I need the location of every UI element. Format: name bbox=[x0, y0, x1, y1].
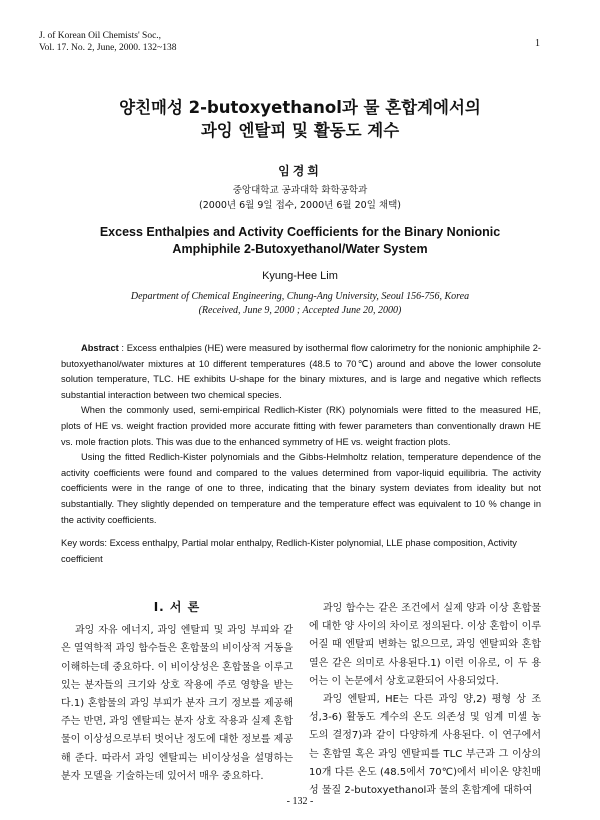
english-title-line-1: Excess Enthalpies and Activity Coefficients for the Binary Nonionic bbox=[99, 225, 501, 239]
page-number: 1 bbox=[535, 38, 540, 49]
keywords-text: Excess enthalpy, Partial molar enthalpy, Redlich-Kister polynomial, LLE phase composition, Activity coefficient bbox=[61, 538, 517, 564]
english-affiliation-block bbox=[0, 290, 600, 318]
korean-affiliation: 중앙대학교 공과대학 화학공학과 bbox=[232, 185, 368, 196]
english-title bbox=[0, 224, 600, 258]
body-left-paragraph: 과잉 자유 에너지, 과잉 엔탈피 및 과잉 부피와 같은 열역학적 과잉 함수들은 혼합물의 비이상적 거동을 이해하는데 중요하다. 이 비이상성은 혼합물을 이루고 있는 분자들의 크기와 상호 작용에 주로 영향을 받는다.1) 혼합물의 과잉 부피가 분자 크기 정보를 제공해 주는 반면, 과잉 엔탈피는 분자 상호 작용과 실제 혼합물이 이상성으로부터 벗어난 정도에 대한 정보를 제공해 준다. 따라서 과잉 엔탈피는 비이상성을 설명하는 분자 모델을 기술하는데 있어서 매우 중요하다. bbox=[61, 625, 293, 782]
korean-author: 임경희 bbox=[278, 164, 322, 178]
footer-page-number: - 132 - bbox=[286, 796, 314, 807]
korean-title-line-2: 과잉 엔탈피 및 활동도 계수 bbox=[200, 121, 400, 140]
section-heading: Ⅰ. 서 론 bbox=[153, 600, 201, 614]
keywords bbox=[61, 536, 541, 567]
keywords-label: Key words: bbox=[61, 538, 107, 548]
english-affiliation: Department of Chemical Engineering, Chung-Ang University, Seoul 156-756, Korea bbox=[130, 291, 470, 302]
abstract-label: Abstract bbox=[81, 343, 119, 353]
journal-line-1: J. of Korean Oil Chemists' Soc., bbox=[39, 31, 162, 41]
journal-citation bbox=[39, 30, 176, 54]
korean-title-line-1: 양친매성 2-butoxyethanol과 물 혼합계에서의 bbox=[119, 98, 481, 117]
korean-affiliation-block bbox=[0, 183, 600, 213]
english-author: Kyung-Hee Lim bbox=[262, 270, 338, 282]
abstract-paragraph-1 bbox=[61, 341, 541, 403]
english-received: (Received, June 9, 2000 ; Accepted June 20, 2000) bbox=[198, 305, 402, 316]
korean-title bbox=[0, 96, 600, 142]
english-title-line-2: Amphiphile 2-Butoxyethanol/Water System bbox=[172, 242, 428, 256]
body-left-column bbox=[61, 598, 293, 786]
korean-received: (2000년 6월 9일 접수, 2000년 6월 20일 채택) bbox=[199, 200, 401, 211]
abstract-paragraph-3: Using the fitted Redlich-Kister polynomials and the Gibbs-Helmholtz relation, temperature dependence of the activity coefficients were found and compared to the values determined from vapor-liquid equilibria. The activity coefficients were in the range of one to three, indicating that the binary system deviates from ideality but not substantially. They slightly depended on temperature and the temperature effect was equivalent to 10 % change in the activity coefficients. bbox=[61, 452, 541, 525]
body-right-paragraph-1: 과잉 함수는 같은 조건에서 실제 양과 이상 혼합물에 대한 양 사이의 차이로 정의된다. 이상 혼합이 이루어질 때 엔탈피 변화는 없으므로, 과잉 엔탈피와 혼합열은 같은 의미로 사용된다.1) 이런 이유로, 이 두 용어는 이 논문에서 상호교환되어 사용되었다. bbox=[309, 603, 541, 687]
body-right-paragraph-2: 과잉 엔탈피, HE는 다른 과잉 양,2) 평형 상 조성,3-6) 활동도 계수의 온도 의존성 및 임계 미셀 농도의 결정7)과 같이 다양하게 사용된다. 이 연구에서는 혼합열 혹은 과잉 엔탈피를 TLC 부근과 그 이상의 10개 다른 온도 (48.5에서 70℃)에서 비이온 양친매성 물질 2-butoxyethanol과 물의 혼합계에 대하여 bbox=[309, 694, 541, 797]
journal-line-2: Vol. 17. No. 2, June, 2000. 132~138 bbox=[39, 43, 177, 53]
abstract-p1-text: : Excess enthalpies (HE) were measured by isothermal flow calorimetry for the nonionic amphiphile 2-butoxyethanol/water mixtures at 10 different temperatures (48.5 to 70℃) around and above the lower consolute solution temperature, TLC. HE exhibits U-shape for the binary mixtures, and is large and negative which reflects substantial interaction between two chemical species. bbox=[61, 343, 541, 400]
body-right-column bbox=[309, 600, 541, 800]
abstract bbox=[61, 341, 541, 528]
abstract-paragraph-2: When the commonly used, semi-empirical Redlich-Kister (RK) polynomials were fitted to the measured HE, plots of HE vs. weight fraction provided more accurate fitting with fewer parameters than conventionally drawn HE vs. mole fraction plots. This was due to the enhanced symmetry of HE vs. weight fraction plots. bbox=[61, 405, 541, 447]
